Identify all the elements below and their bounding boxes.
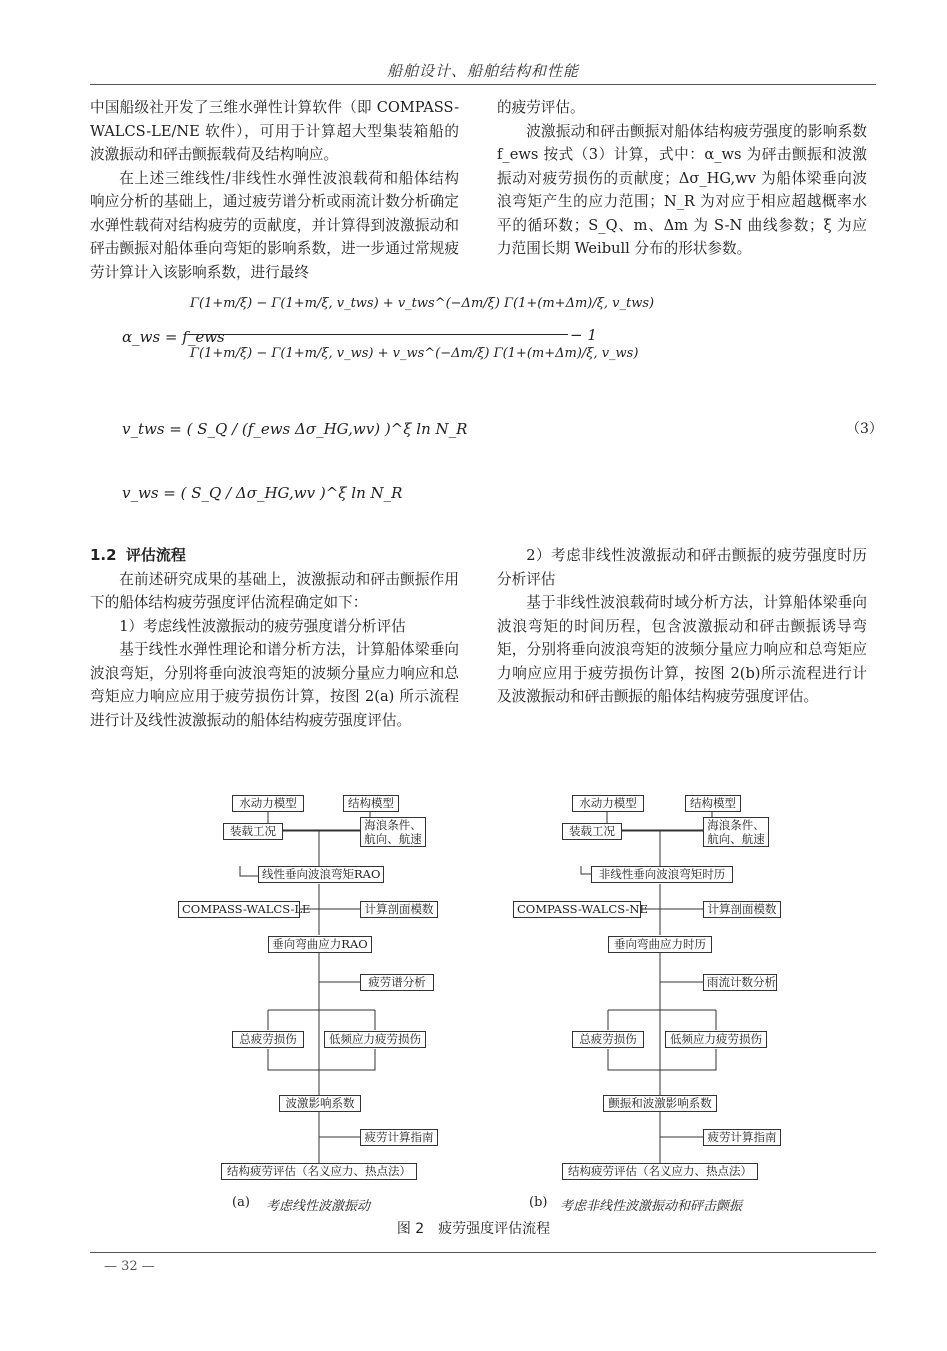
total-damage-box: 总疲劳损伤 [232,1031,304,1048]
paragraph: 波激振动和砰击颤振对船体结构疲劳强度的影响系数 f_ews 按式（3）计算，式中：α_ws 为砰击颤振和波激振动对疲劳损伤的贡献度；Δσ_HG,wv 为船体梁垂向波浪弯矩产生的应力范围；N_R 为对应于相应超越概率水平的循环数；S_Q、m、Δm 为 S-N 曲线参数；ξ 为应力范围长期 Weibull 分布的形状参数。 [497,122,867,257]
equation-number: （3） [846,421,883,437]
section-modulus-box: 计算剖面模数 [360,901,438,918]
paragraph: 基于线性水弹性理论和谱分析方法，计算船体梁垂向波浪弯矩，分别将垂向波浪弯矩的波频分量应力响应和总弯矩应力响应应用于疲劳损伤计算，按图 2(a) 所示流程进行计及线性波激振动的船体结构疲劳强度评估。 [90,641,459,729]
footer-rule [90,1252,876,1253]
caption-tag-b: (b) [529,1195,548,1210]
load-case-box: 装载工况 [223,823,283,840]
low-freq-damage-box: 低频应力疲劳损伤 [665,1031,767,1048]
subheading: 2）考虑非线性波激振动和砰击颤振的疲劳强度时历分析评估 [497,547,867,588]
equation-tail: − 1 [570,326,597,344]
equation-lhs: α_ws = f_ews [122,328,225,346]
paragraph: 在前述研究成果的基础上，波激振动和砰击颤振作用下的船体结构疲劳强度评估流程确定如下： [90,570,459,611]
section-number: 1.2 [90,546,117,564]
paragraph: 中国船级社开发了三维水弹性计算软件（即 COMPASS-WALCS-LE/NE 软件），可用于计算超大型集装箱船的波激振动和砰击颤振载荷及结构响应。 [90,99,459,163]
spectral-analysis-box: 疲劳谱分析 [360,974,434,991]
caption-b: 考虑非线性波激振动和砰击颤振 [560,1199,743,1214]
equation-numerator: Γ(1+m/ξ) − Γ(1+m/ξ, v_tws) + v_tws^(−Δm/ξ) Γ(1+(m+Δm)/ξ, v_tws) [190,296,655,311]
section-modulus-box: 计算剖面模数 [703,901,781,918]
software-box: COMPASS-WALCS-LE [178,901,300,918]
caption-a: 考虑线性波激振动 [266,1199,371,1214]
fatigue-eval-box: 结构疲劳评估（名义应力、热点法） [221,1163,417,1180]
struct-model-box: 结构模型 [685,795,741,812]
fatigue-eval-box: 结构疲劳评估（名义应力、热点法） [562,1163,758,1180]
section-title: 评估流程 [125,546,186,564]
struct-model-box: 结构模型 [343,795,399,812]
sea-condition-box: 海浪条件、航向、航速 [703,817,769,847]
stress-rao-box: 垂向弯曲应力RAO [268,936,372,953]
low-freq-damage-box: 低频应力疲劳损伤 [324,1031,426,1048]
paragraph: 在上述三维线性/非线性水弹性波浪载荷和船体结构响应分析的基础上，通过疲劳谱分析或雨流计数分析确定水弹性载荷对结构疲劳的贡献度，并计算得到波激振动和砰击颤振对船体垂向弯矩的影响系数，进一步通过常规疲劳计算计入该影响系数，进行最终 [90,169,459,281]
equation-denominator: Γ(1+m/ξ) − Γ(1+m/ξ, v_ws) + v_ws^(−Δm/ξ) Γ(1+(m+Δm)/ξ, v_ws) [190,346,639,361]
coefficient-box: 颤振和波激影响系数 [603,1095,717,1112]
figure-caption: 图 2 疲劳强度评估流程 [396,1221,551,1237]
running-header: 船舶设计、船舶结构和性能 [386,62,579,80]
paragraph: 基于非线性波浪载荷时域分析方法，计算船体梁垂向波浪弯矩的时间历程，包含波激振动和砰击颤振诱导弯矩，分别将垂向波浪弯矩的波频分量应力响应和总弯矩应力响应应用于疲劳损伤计算，按图 2(b)所示流程进行计及波激振动和砰击颤振的船体结构疲劳强度评估。 [497,594,867,705]
total-damage-box: 总疲劳损伤 [572,1031,644,1048]
subheading: 1）考虑线性波激振动的疲劳强度谱分析评估 [119,617,406,635]
load-case-box: 装载工况 [562,823,622,840]
sea-condition-box: 海浪条件、航向、航速 [360,817,426,847]
time-history-box: 非线性垂向波浪弯矩时历 [591,866,733,883]
page-number: — 32 — [104,1259,155,1274]
guideline-box: 疲劳计算指南 [703,1129,781,1146]
stress-history-box: 垂向弯曲应力时历 [608,936,712,953]
coefficient-box: 波激影响系数 [279,1095,361,1112]
equation-v-tws: v_tws = ( S_Q / (f_ews Δσ_HG,wv) )^ξ ln N_R [122,420,468,438]
hydro-model-box: 水动力模型 [572,795,644,812]
caption-tag-a: (a) [232,1195,250,1210]
paragraph: 的疲劳评估。 [497,99,585,116]
rainflow-box: 雨流计数分析 [703,974,777,991]
hydro-model-box: 水动力模型 [232,795,304,812]
software-box: COMPASS-WALCS-NE [513,901,641,918]
guideline-box: 疲劳计算指南 [360,1129,438,1146]
equation-v-ws: v_ws = ( S_Q / Δσ_HG,wv )^ξ ln N_R [122,484,403,502]
rao-box: 线性垂向波浪弯矩RAO [258,866,384,883]
